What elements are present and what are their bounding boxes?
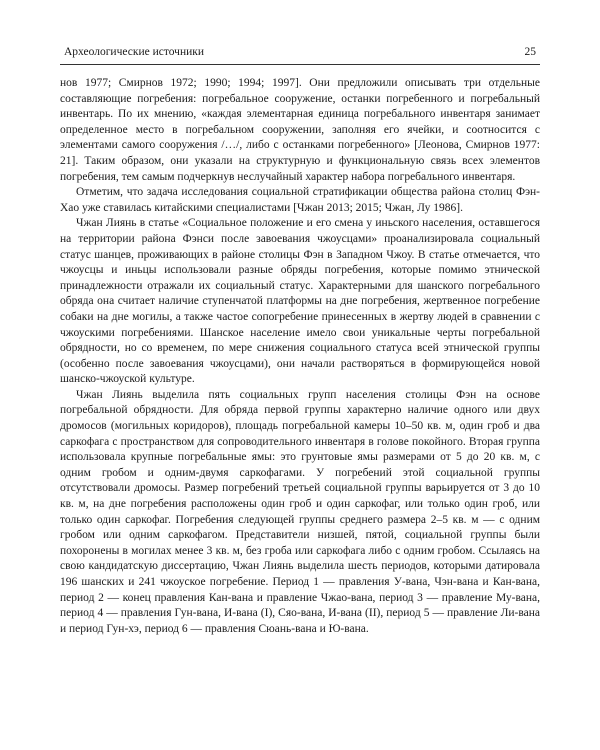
paragraph: Чжан Лиянь выделила пять социальных групп населения столицы Фэн на основе погребальной обрядности. Для обряда первой группы характерно наличие одного или двух дромосов (могильных коридоров), площадь погребальной камеры 10–50 кв. м, один гроб и два саркофага с пространством для сопроводительного инвентаря в голове покойного. Вторая группа использовала крупные погребальные ямы: это грунтовые ямы размерами от 5 до 20 кв. м, с одним гробом и одним-двумя саркофагами. У погребений этой социальной группы отсутствовали дромосы. Размер погребений третьей социальной группы варьируется от 3 до 10 кв. м, на дне погребения расположены один гроб и один саркофаг, или только один гроб, или только один саркофаг. Погребения следующей группы среднего размера 2–5 кв. м — с одним гробом или одним саркофагом. Представители низшей, пятой, социальной группы были похоронены в могилах менее 3 кв. м, без гроба или саркофага либо с одним гробом. Ссылаясь на свою кандидатскую диссертацию, Чжан Лиянь выделила шесть периодов, которыми датировала 196 шанских и 241 чжоуское погребение. Период 1 — правления У-вана, Чэн-вана и Кан-вана, период 2 — конец правления Кан-вана и правление Чжао-вана, период 3 — правление Му-вана, период 4 — правления Гун-вана, И-вана (I), Сяо-вана, И-вана (II), период 5 — правление Ли-вана и период Гун-хэ, период 6 — правления Сюань-вана и Ю-вана. bbox=[60, 388, 540, 635]
running-header bbox=[60, 46, 540, 65]
paragraph: нов 1977; Смирнов 1972; 1990; 1994; 1997]. Они предложили описывать три отдельные составляющие погребения: погребальное сооружение, останки погребенного и погребальный инвентарь. По их мнению, «каждая элементарная единица погребального инвентаря занимает определенное место в погребальном сооружении, заполняя его ячейки, и соотносится с элементами самого сооружения /…/, либо с останками погребенного» [Леонова, Смирнов 1977: 21]. Таким образом, они указали на структурную и функциональную связь всех элементов погребения, тем самым подчеркнув неслучайный характер набора погребального инвентаря. bbox=[60, 77, 540, 183]
paragraph: Отметим, что задача исследования социальной стратификации общества района столиц Фэн-Хао уже ставилась китайскими специалистами [Чжан 2013; 2015; Чжан, Лу 1986]. bbox=[60, 186, 540, 214]
running-title: Археологические источники bbox=[64, 46, 204, 58]
page-number: 25 bbox=[524, 46, 536, 58]
body-text bbox=[60, 76, 540, 637]
paragraph: Чжан Лиянь в статье «Социальное положение и его смена у иньского населения, оставшегося на территории района Фэнси после завоевания чжоусцами» проанализировала социальный статус шанцев, проживающих в районе столицы Фэн в Западном Чжоу. В статье отмечается, что чжоусцы и иньцы использовали разные обряды погребения, которые помимо этнической принадлежности отражали их социальный статус. Характерными для шанского погребального обряда она считает наличие ступенчатой платформы на дне погребения, жертвенное погребение собаки на дне могилы, а также частое сопогребение принесенных в жертву людей в сравнении с чжоускими погребениями. Шанское население имело свои уникальные черты погребальной обрядности, но со временем, по мере снижения социального статуса всей этнической группы (особенно после завоевания чжоусцами), они начали растворяться в формирующейся новой шанско-чжоуской культуре. bbox=[60, 217, 540, 386]
